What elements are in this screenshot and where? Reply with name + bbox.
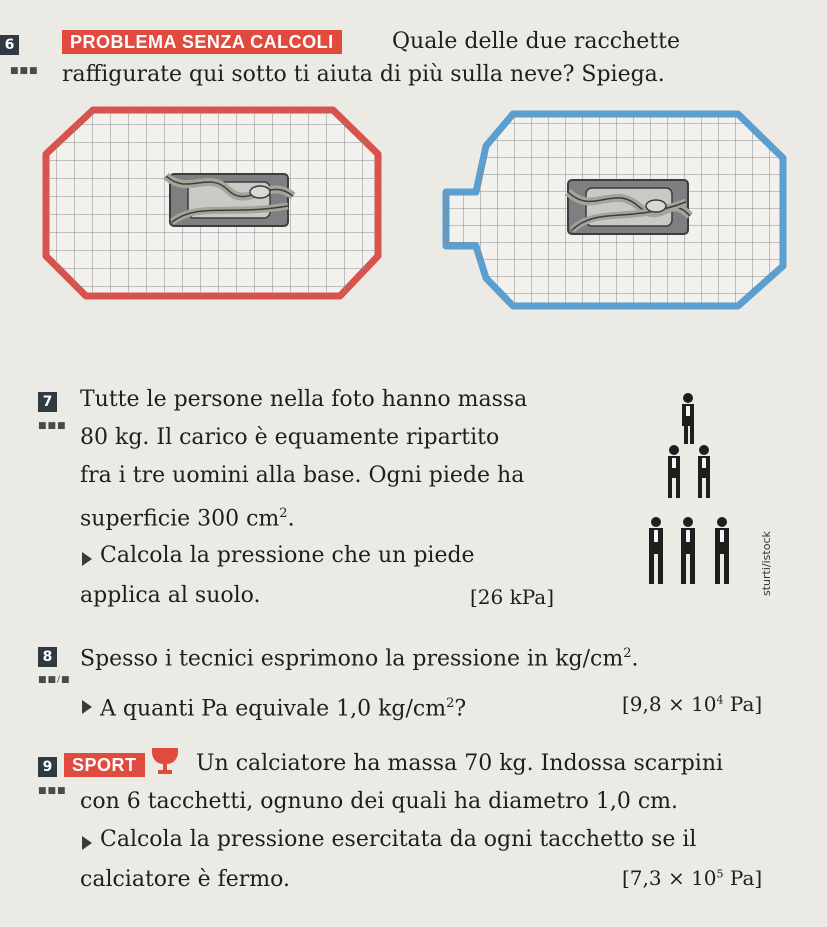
problem-number-6: 6: [0, 35, 19, 55]
problem-7-task-1: Calcola la pressione che un piede: [100, 543, 475, 568]
problem-7-line-3: fra i tre uomini alla base. Ogni piede ha: [80, 463, 525, 488]
problem-9-line-2: con 6 tacchetti, ognuno dei quali ha diametro 1,0 cm.: [80, 789, 678, 814]
rackets-illustration: [38, 106, 798, 316]
problem-number-9: 9: [38, 757, 57, 777]
photo-credit: sturti/istock: [760, 531, 773, 596]
difficulty-indicator-7: ■■■: [38, 421, 67, 431]
problem-8-task: A quanti Pa equivale 1,0 $kg/cm^2$?: [100, 696, 467, 722]
problem-9-task-1: Calcola la pressione esercitata da ogni tacchetto se il: [100, 827, 697, 852]
blue-racket: [446, 114, 783, 306]
blue-racket-binding: [568, 180, 690, 234]
problem-7-line-4: superficie 300 $cm^2$.: [80, 506, 295, 532]
problem-8-line-1: Spesso i tecnici esprimono la pressione in $kg/cm^2$.: [80, 646, 639, 672]
difficulty-indicator-9: ■■■: [38, 786, 67, 796]
problem-6-line-1: Quale delle due racchette: [392, 29, 680, 54]
problem-9-line-1: Un calciatore ha massa 70 kg. Indossa scarpini: [196, 751, 724, 776]
task-arrow-icon: [82, 700, 92, 714]
problem-8-answer: [$9,8 \times 10^4$ Pa]: [622, 692, 763, 716]
problem-6-line-2: raffigurate qui sotto ti aiuta di più sulla neve? Spiega.: [62, 62, 665, 87]
human-pyramid-photo: [638, 388, 758, 600]
problem-tag-sport: SPORT: [64, 753, 145, 777]
red-racket-binding: [166, 174, 293, 226]
problem-9-answer: [$7,3 \times 10^5$ Pa]: [622, 866, 763, 890]
problem-number-8: 8: [38, 647, 57, 667]
difficulty-indicator-8: ■■/■: [38, 675, 71, 685]
task-arrow-icon: [82, 552, 92, 566]
problem-7-task-2: applica al suolo.: [80, 583, 261, 608]
problem-tag-no-calc: PROBLEMA SENZA CALCOLI: [62, 30, 342, 54]
red-racket: [46, 110, 378, 296]
problem-number-7: 7: [38, 392, 57, 412]
task-arrow-icon: [82, 836, 92, 850]
problem-7-answer: [26 kPa]: [470, 585, 555, 609]
problem-7-line-2: 80 kg. Il carico è equamente ripartito: [80, 425, 500, 450]
difficulty-indicator-6: ■■■: [10, 66, 39, 76]
problem-7-line-1: Tutte le persone nella foto hanno massa: [80, 387, 528, 412]
trophy-icon: [148, 746, 182, 778]
problem-9-task-2: calciatore è fermo.: [80, 867, 290, 892]
